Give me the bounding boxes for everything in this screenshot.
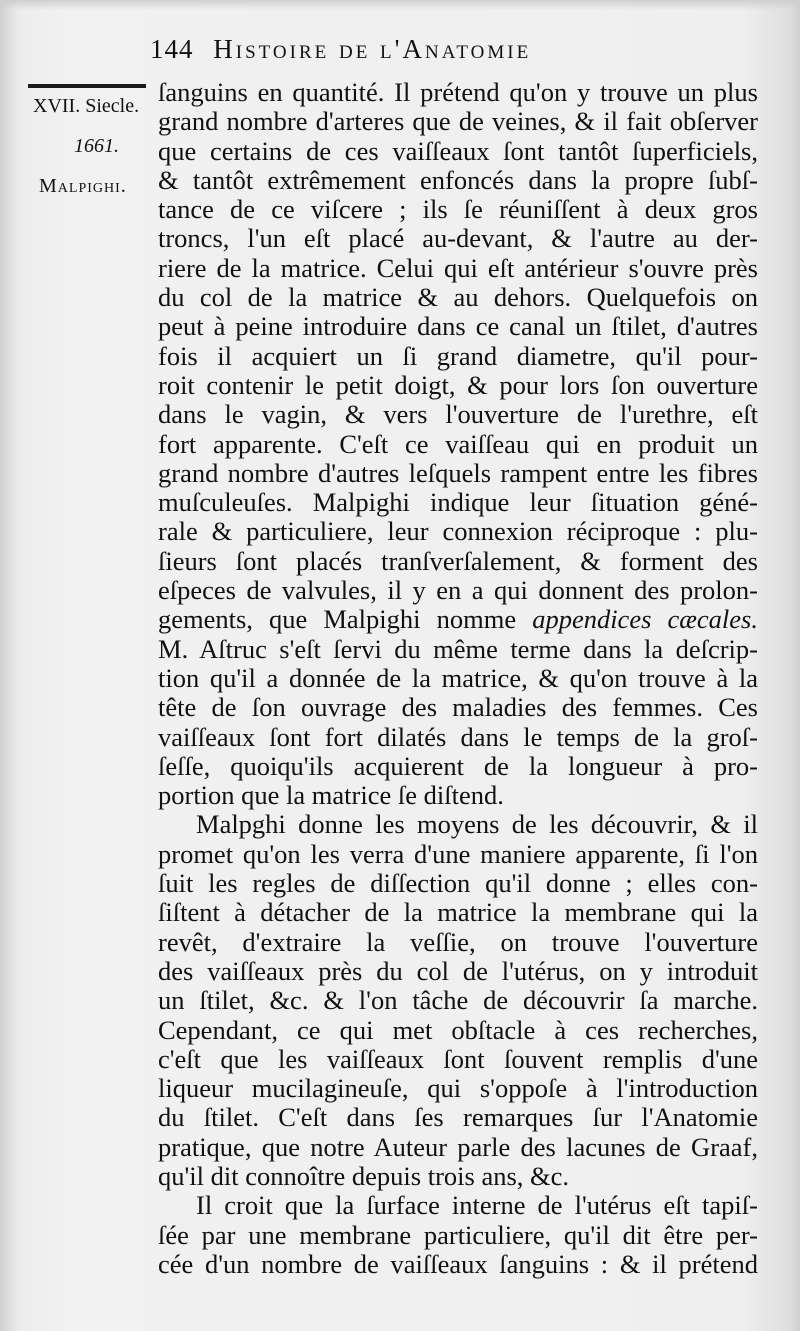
text-line: du col de la matrice & au dehors. Quelquefois on: [158, 282, 758, 313]
text-line: tion qu'il a donnée de la matrice, & qu'on trouve à la: [158, 662, 758, 693]
text-line: ſée par une membrane particuliere, qu'il dit être per-: [158, 1219, 758, 1250]
text-line: eſpeces de valvules, il y en a qui donnent des prolon-: [158, 575, 758, 606]
text-line: cée d'un nombre de vaiſſeaux ſanguins : & il prétend: [158, 1248, 758, 1279]
text-line: & tantôt extrêmement enfoncés dans la propre ſubſ-: [158, 164, 758, 195]
text-line-segment: gements, que Malpighi nomme: [158, 604, 533, 635]
text-line: roit contenir le petit doigt, & pour lors ſon ouverture: [158, 369, 758, 400]
text-line: c'eſt que les vaiſſeaux ſont ſouvent remplis d'une: [158, 1043, 758, 1074]
text-line: pratique, que notre Auteur parle des lacunes de Graaf,: [158, 1131, 758, 1162]
text-line: fort apparente. C'eſt ce vaiſſeau qui en produit un: [158, 428, 758, 459]
text-line: ſiſtent à détacher de la matrice la membrane qui la: [158, 897, 758, 928]
text-line: ſeſſe, quoiqu'ils acquierent de la longueur à pro-: [158, 750, 758, 781]
text-line: Malpghi donne les moyens de les découvrir, & il: [196, 809, 758, 840]
text-line: qu'il dit connoître depuis trois ans, &c.: [158, 1160, 570, 1191]
text-line: revêt, d'extraire la veſſie, on trouve l'ouverture: [158, 926, 758, 957]
text-line: troncs, l'un eſt placé au-devant, & l'autre au der-: [158, 223, 758, 254]
text-line: ſanguins en quantité. Il prétend qu'on y trouve un plus: [158, 77, 758, 107]
text-line: M. Aſtruc s'eſt ſervi du même terme dans la deſcrip-: [158, 633, 758, 664]
text-line: peut à peine introduire dans ce canal un ſtilet, d'autres: [158, 311, 758, 342]
text-line: grand nombre d'arteres que de veines, & il fait obſerver: [158, 106, 758, 137]
text-line: fois il acquiert un ſi grand diametre, qu'il pour-: [158, 340, 758, 371]
margin-note-century: XVII. Siecle.: [33, 95, 140, 117]
margin-note-author: Malpighi.: [39, 175, 127, 197]
text-line: du ſtilet. C'eſt dans ſes remarques ſur l'Anatomie: [158, 1102, 758, 1133]
text-line: riere de la matrice. Celui qui eſt antérieur s'ouvre près: [158, 252, 758, 283]
italic-term: appendices cæcales.: [532, 604, 758, 635]
margin-rule: [28, 84, 146, 88]
text-line: ſuit les regles de diſſection qu'il donne ; elles con-: [158, 868, 758, 899]
text-line: Il croit que la ſurface interne de l'utérus eſt tapiſ-: [196, 1190, 758, 1221]
text-line: un ſtilet, &c. & l'on tâche de découvrir ſa marche.: [158, 985, 758, 1016]
margin-note-year: 1661.: [74, 135, 119, 157]
text-line: liqueur mucilagineuſe, qui s'oppoſe à l'introduction: [158, 1073, 758, 1104]
page-top-edge: [0, 0, 800, 10]
page-number: 144: [150, 34, 194, 64]
text-line: muſculeuſes. Malpighi indique leur ſituation géné-: [158, 487, 758, 518]
text-line: tête de ſon ouvrage des maladies des femmes. Ces: [158, 692, 758, 723]
text-line: que certains de ces vaiſſeaux ſont tantôt ſuperficiels,: [158, 135, 758, 166]
text-line: dans le vagin, & vers l'ouverture de l'urethre, eſt: [158, 399, 758, 430]
text-line: tance de ce viſcere ; ils ſe réuniſſent à deux gros: [158, 194, 758, 225]
running-header: [150, 34, 670, 74]
text-line: vaiſſeaux ſont fort dilatés dans le temps de la groſ-: [158, 721, 758, 752]
text-line: promet qu'on les verra d'une maniere apparente, ſi l'on: [158, 838, 758, 869]
running-title: Histoire de l'Anatomie: [213, 34, 532, 64]
text-line: Cependant, ce qui met obſtacle à ces recherches,: [158, 1014, 758, 1045]
text-line: portion que la matrice ſe diſtend.: [158, 780, 504, 811]
text-line: des vaiſſeaux près du col de l'utérus, on y introduit: [158, 955, 758, 986]
text-line: ſieurs ſont placés tranſverſalement, & forment des: [158, 545, 758, 576]
text-line: rale & particuliere, leur connexion réciproque : plu-: [158, 516, 758, 547]
text-line: grand nombre d'autres leſquels rampent entre les fibres: [158, 457, 758, 488]
body-text: [158, 78, 758, 1279]
text-line-with-italic: [158, 605, 758, 634]
